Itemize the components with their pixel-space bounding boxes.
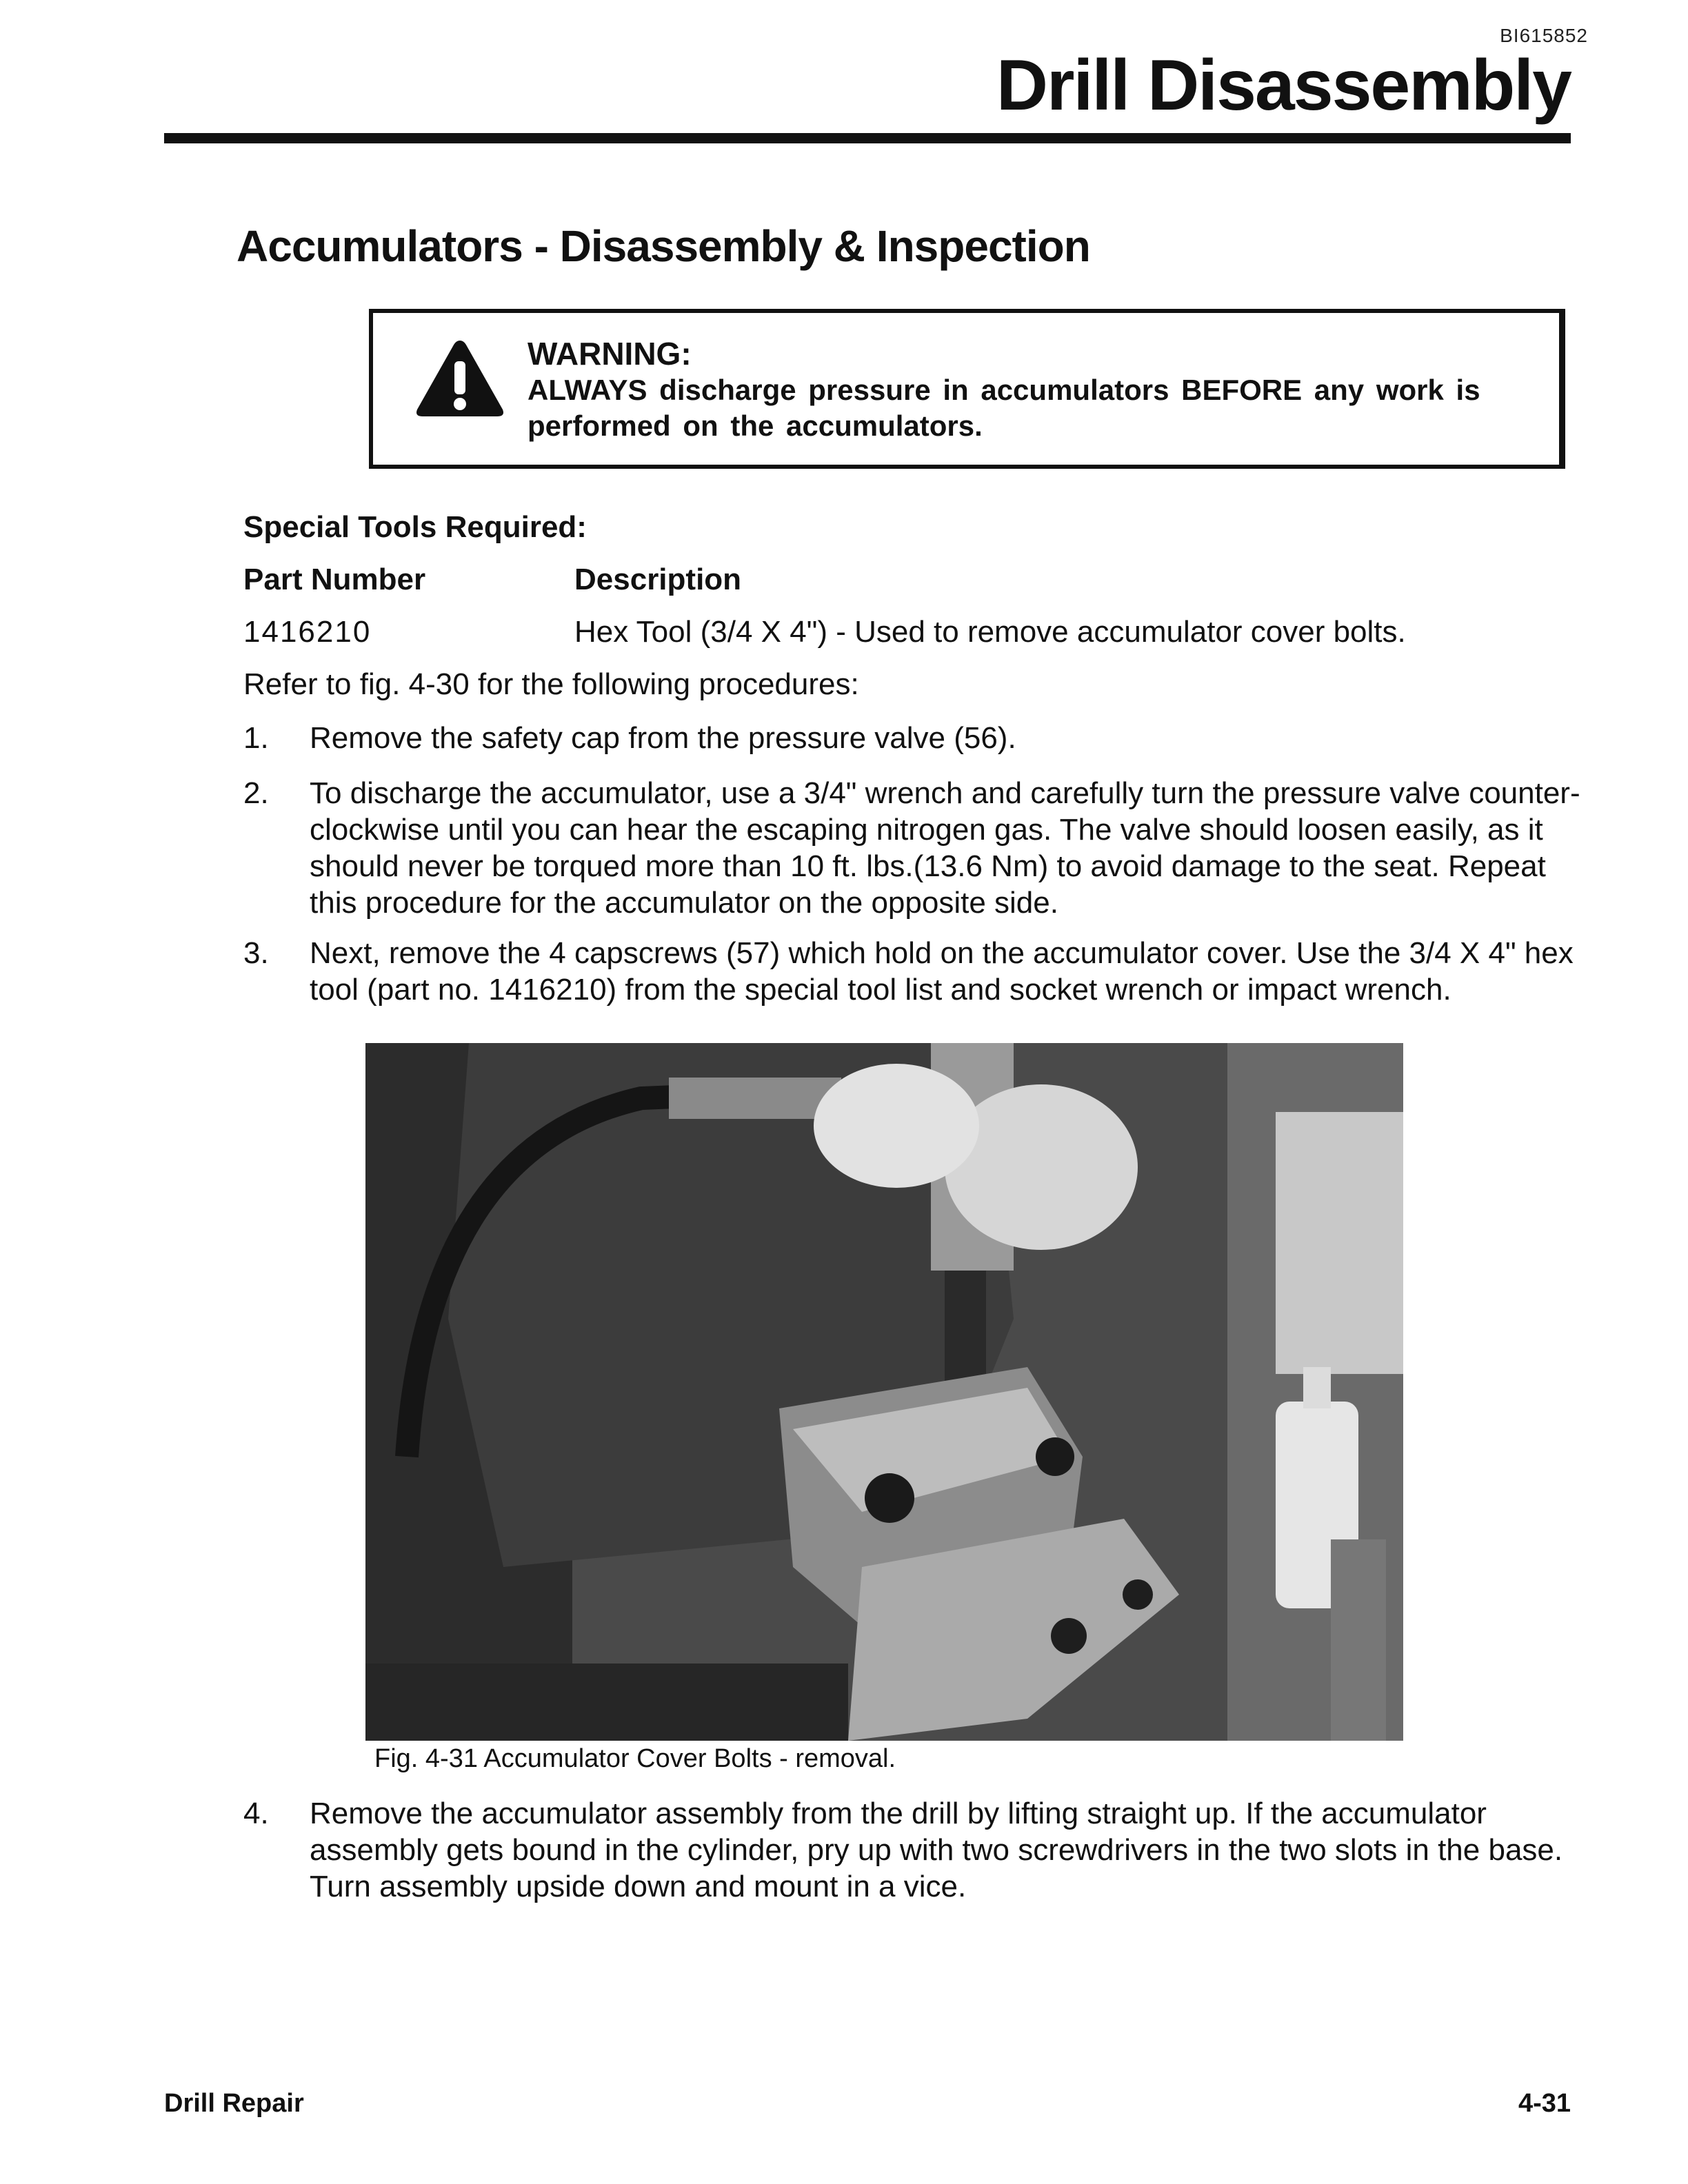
special-tools-heading: Special Tools Required:	[243, 510, 587, 544]
tool-part-number: 1416210	[243, 615, 372, 649]
step-number: 2.	[243, 776, 269, 810]
figure-caption: Fig. 4-31 Accumulator Cover Bolts - removal.	[374, 1744, 896, 1773]
document-id: BI615852	[1500, 25, 1588, 46]
page-title: Drill Disassembly	[996, 46, 1571, 125]
page-number: 4-31	[1518, 2089, 1571, 2118]
step-text: To discharge the accumulator, use a 3/4" wrench and carefully turn the pressure valve counter-clockwise until you can hear the escaping nitrogen gas. The valve should loosen easily, as it should never be torqued more than 10 ft. lbs.(13.6 Nm) to avoid damage to the seat. Repeat this procedure for the accumulator on the opposite side.	[310, 776, 1580, 920]
footer-section-name: Drill Repair	[164, 2089, 304, 2118]
title-rule	[164, 133, 1571, 143]
warning-triangle-icon	[414, 338, 505, 419]
figure-photo	[365, 1043, 1403, 1741]
step-text: Next, remove the 4 capscrews (57) which hold on the accumulator cover. Use the 3/4 X 4" hex tool (part no. 1416210) from the special tool list and socket wrench or impact wrench.	[310, 936, 1574, 1007]
warning-title: WARNING:	[528, 336, 692, 372]
step-number: 3.	[243, 936, 269, 970]
step-number: 4.	[243, 1797, 269, 1830]
part-number-header: Part Number	[243, 563, 426, 596]
warning-box	[369, 309, 1565, 469]
step-text: Remove the safety cap from the pressure valve (56).	[310, 721, 1016, 755]
step-text: Remove the accumulator assembly from the drill by lifting straight up. If the accumulator assembly gets bound in the cylinder, pry up with two screwdrivers in the two slots in the base. Turn assembly upside down and mount in a vice.	[310, 1797, 1563, 1903]
procedure-intro: Refer to fig. 4-30 for the following procedures:	[243, 667, 859, 701]
step-number: 1.	[243, 721, 269, 755]
section-heading: Accumulators - Disassembly & Inspection	[237, 221, 1090, 271]
description-header: Description	[574, 563, 742, 596]
tool-description: Hex Tool (3/4 X 4") - Used to remove accumulator cover bolts.	[574, 615, 1406, 649]
warning-text: ALWAYS discharge pressure in accumulators BEFORE any work is performed on the accumulators.	[528, 374, 1480, 442]
